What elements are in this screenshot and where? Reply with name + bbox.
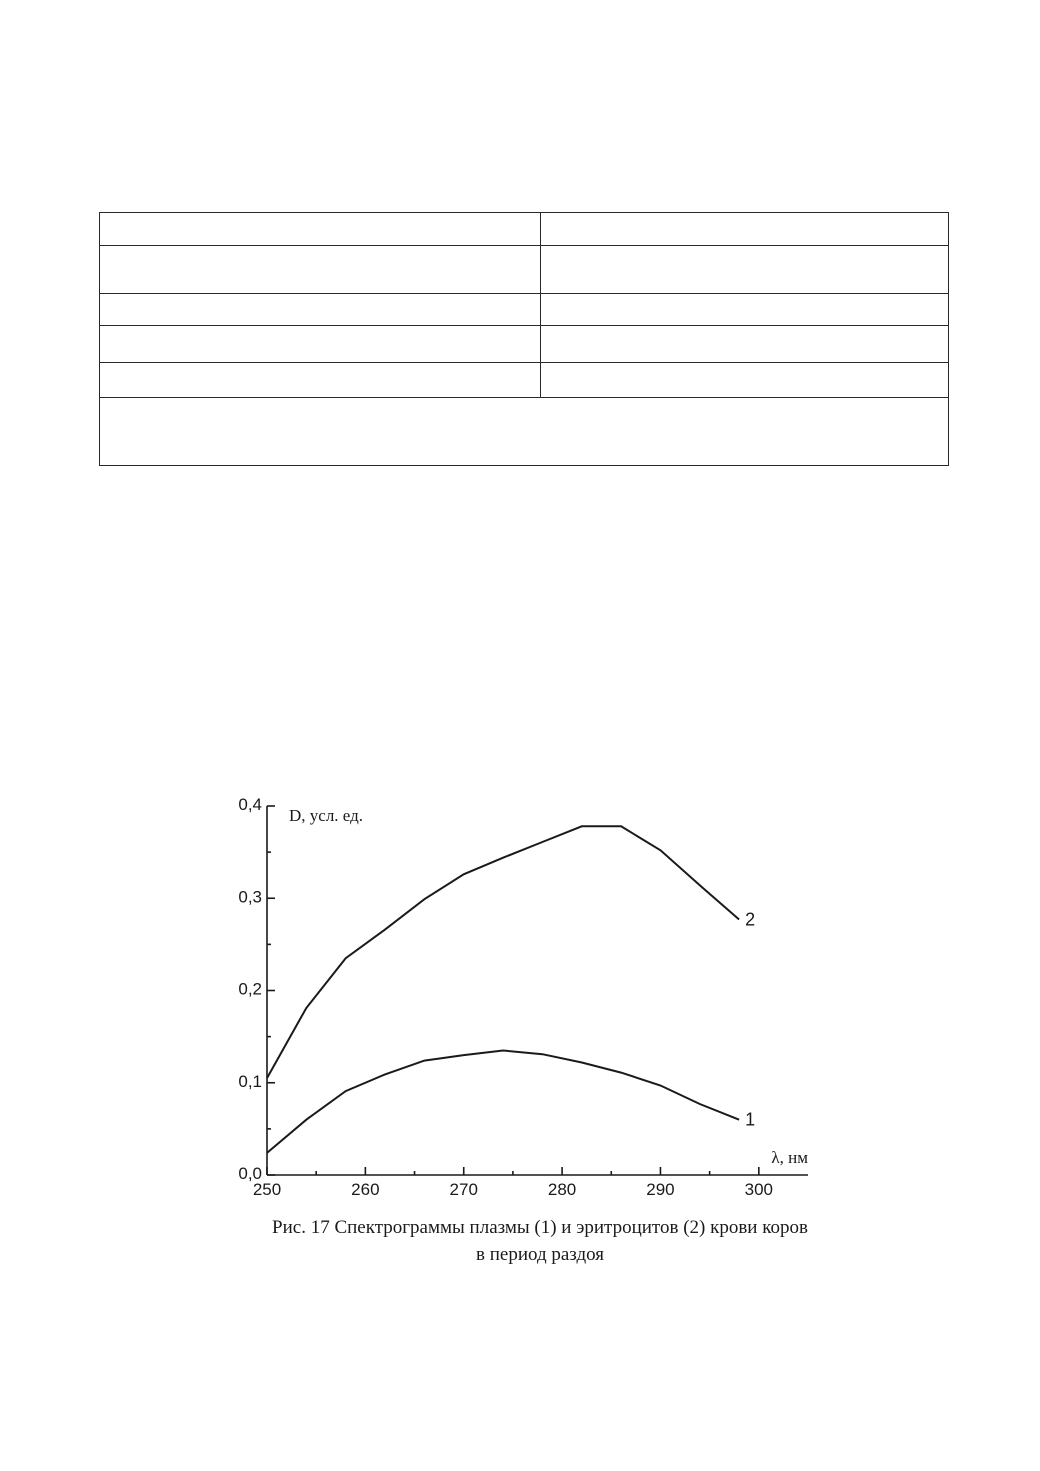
series-label-1: 1 — [745, 1109, 756, 1130]
y-axis-title: D, усл. ед. — [289, 806, 364, 825]
series-line-2 — [267, 826, 739, 1078]
y-tick-label: 0,4 — [238, 795, 262, 814]
x-axis-title: λ, нм — [771, 1148, 808, 1167]
figure-caption-line-2: в период раздоя — [476, 1244, 604, 1265]
x-tick-label: 270 — [449, 1180, 478, 1199]
y-tick-label: 0,0 — [238, 1164, 262, 1183]
y-tick-label: 0,2 — [238, 979, 262, 999]
x-tick-label: 290 — [646, 1180, 675, 1199]
x-tick-label: 250 — [252, 1180, 282, 1199]
x-tick-label: 260 — [351, 1180, 380, 1199]
series-label-2: 2 — [745, 909, 756, 930]
y-tick-label: 0,3 — [238, 887, 262, 907]
x-tick-label: 300 — [744, 1180, 774, 1199]
x-tick-label: 280 — [547, 1180, 577, 1199]
y-tick-label: 0,1 — [238, 1071, 262, 1091]
series-line-1 — [267, 1051, 739, 1153]
chart-series — [267, 826, 755, 1153]
figure-caption-line-1: Рис. 17 Спектрограммы плазмы (1) и эритроцитов (2) крови коров — [272, 1217, 808, 1238]
chart-axes — [267, 806, 808, 1175]
